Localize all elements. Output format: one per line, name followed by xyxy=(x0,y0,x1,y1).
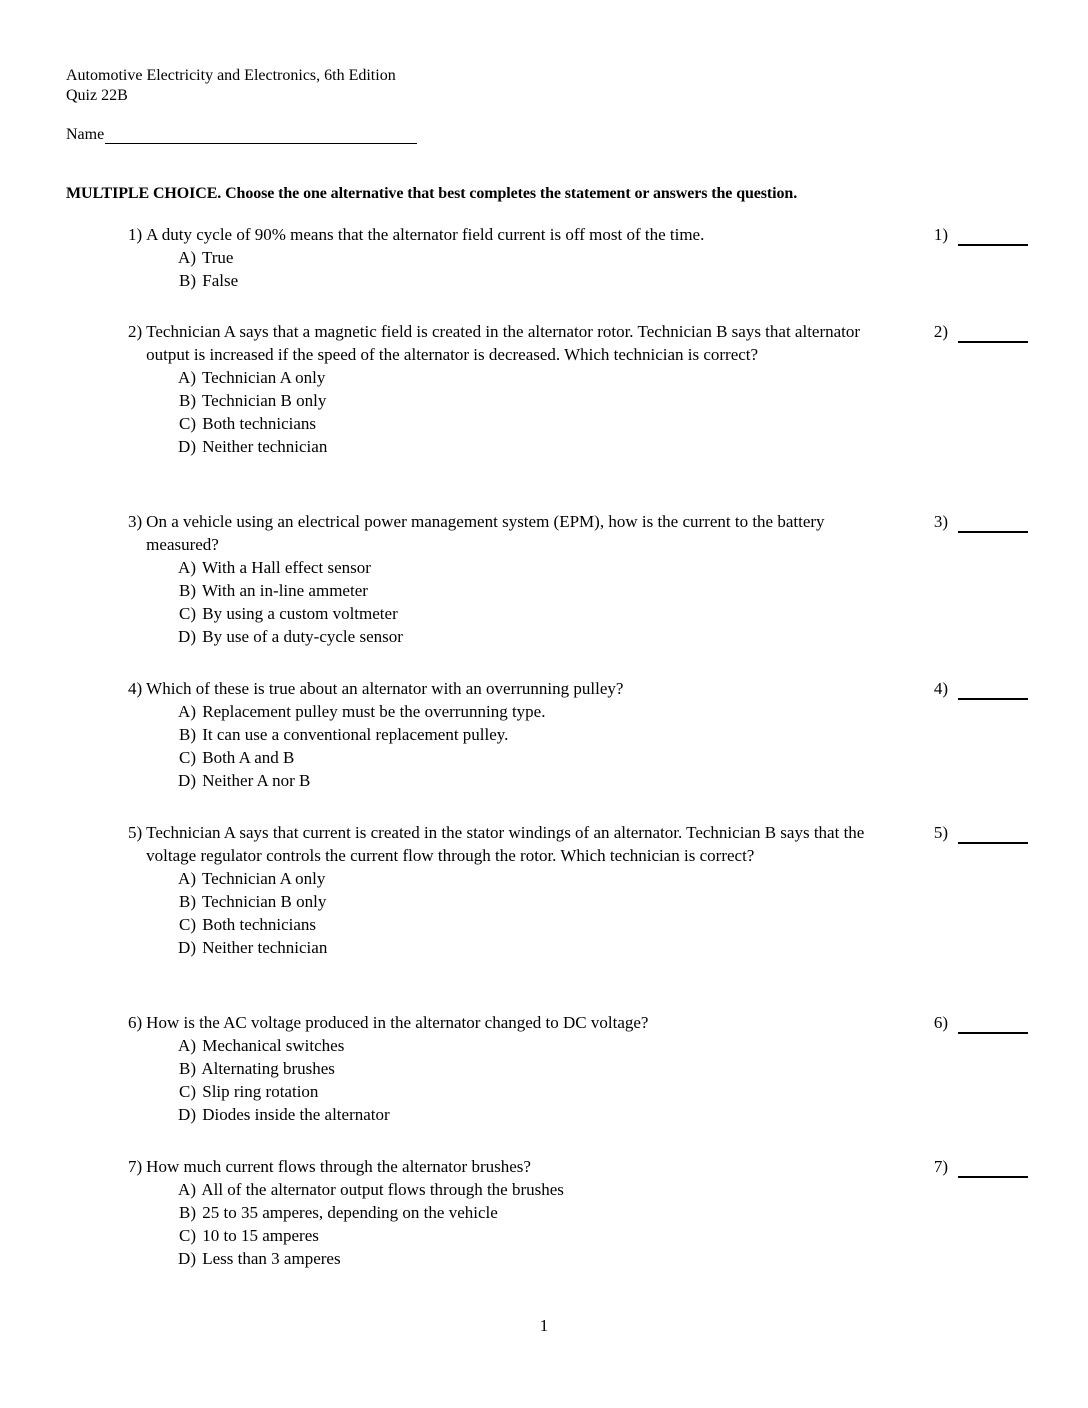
option-text: True xyxy=(201,248,234,267)
question-text: How is the AC voltage produced in the alternator changed to DC voltage? xyxy=(146,1013,649,1032)
option-letter: B) xyxy=(179,725,196,744)
option-list xyxy=(172,1034,1028,1126)
option-b[interactable] xyxy=(172,269,1028,292)
option-letter: D) xyxy=(178,1249,196,1268)
question-text: Technician A says that a magnetic field is created in the alternator rotor. Technician B says that alternator output is increased if the speed of the alternator is decreased. Which technician is correct? xyxy=(146,322,861,364)
option-text: Technician B only xyxy=(201,892,327,911)
option-d[interactable] xyxy=(172,1247,1028,1270)
option-a[interactable] xyxy=(172,700,1028,723)
answer-blank[interactable] xyxy=(958,1162,1028,1178)
option-d[interactable] xyxy=(172,769,1028,792)
option-c[interactable] xyxy=(172,1080,1028,1103)
option-letter: C) xyxy=(179,748,196,767)
answer-number: 7) xyxy=(933,1157,948,1176)
question-5 xyxy=(128,821,1028,959)
answer-number: 1) xyxy=(933,225,948,244)
option-letter: C) xyxy=(179,414,196,433)
answer-slot xyxy=(928,677,1028,700)
option-letter: D) xyxy=(178,1105,196,1124)
section-instructions: MULTIPLE CHOICE. Choose the one alternative that best completes the statement or answers the question. xyxy=(66,185,798,202)
answer-number: 3) xyxy=(933,512,948,531)
answer-blank[interactable] xyxy=(958,1018,1028,1034)
question-stem xyxy=(128,510,873,556)
option-text: Neither technician xyxy=(202,437,328,456)
question-number: 3) xyxy=(128,512,143,531)
option-a[interactable] xyxy=(172,867,1028,890)
question-7 xyxy=(128,1155,1028,1270)
question-text: How much current flows through the alternator brushes? xyxy=(146,1157,531,1176)
answer-number: 6) xyxy=(933,1013,948,1032)
option-d[interactable] xyxy=(172,625,1028,648)
option-letter: B) xyxy=(179,1059,196,1078)
question-4 xyxy=(128,677,1028,792)
option-b[interactable] xyxy=(172,723,1028,746)
option-text: Both A and B xyxy=(202,748,295,767)
option-text: With an in-line ammeter xyxy=(201,581,368,600)
option-d[interactable] xyxy=(172,1103,1028,1126)
option-letter: A) xyxy=(178,1036,196,1055)
option-a[interactable] xyxy=(172,246,1028,269)
option-letter: A) xyxy=(178,558,196,577)
answer-number: 5) xyxy=(933,823,948,842)
document-header xyxy=(66,66,396,106)
option-letter: C) xyxy=(179,604,196,623)
question-stem xyxy=(128,223,873,246)
option-letter: D) xyxy=(178,437,196,456)
option-d[interactable] xyxy=(172,435,1028,458)
option-text: Neither A nor B xyxy=(202,771,311,790)
question-stem xyxy=(128,677,873,700)
option-letter: C) xyxy=(179,915,196,934)
option-text: Replacement pulley must be the overrunning type. xyxy=(202,702,546,721)
option-text: Alternating brushes xyxy=(201,1059,335,1078)
name-input-line[interactable] xyxy=(105,125,417,144)
option-letter: A) xyxy=(178,869,196,888)
option-a[interactable] xyxy=(172,1178,1028,1201)
name-field-row xyxy=(66,125,417,144)
option-c[interactable] xyxy=(172,746,1028,769)
question-number: 1) xyxy=(128,225,143,244)
page-number: 1 xyxy=(539,1316,549,1335)
question-number: 6) xyxy=(128,1013,143,1032)
option-letter: D) xyxy=(178,627,196,646)
question-text: A duty cycle of 90% means that the alternator field current is off most of the time. xyxy=(146,225,705,244)
option-b[interactable] xyxy=(172,1057,1028,1080)
option-a[interactable] xyxy=(172,366,1028,389)
answer-slot xyxy=(928,1011,1028,1034)
option-letter: B) xyxy=(179,391,196,410)
option-text: Neither technician xyxy=(202,938,328,957)
answer-blank[interactable] xyxy=(958,684,1028,700)
name-label: Name xyxy=(66,126,105,143)
question-stem xyxy=(128,1155,873,1178)
option-text: Technician A only xyxy=(201,368,326,387)
question-number: 7) xyxy=(128,1157,143,1176)
question-1 xyxy=(128,223,1028,292)
option-list xyxy=(172,867,1028,959)
option-list xyxy=(172,366,1028,458)
option-c[interactable] xyxy=(172,412,1028,435)
answer-slot xyxy=(928,821,1028,844)
question-2 xyxy=(128,320,1028,458)
option-text: Technician B only xyxy=(201,391,327,410)
answer-slot xyxy=(928,1155,1028,1178)
option-letter: D) xyxy=(178,938,196,957)
option-letter: A) xyxy=(178,368,196,387)
option-text: 25 to 35 amperes, depending on the vehicle xyxy=(202,1203,498,1222)
option-text: It can use a conventional replacement pulley. xyxy=(202,725,509,744)
answer-slot xyxy=(928,510,1028,533)
question-number: 4) xyxy=(128,679,143,698)
option-letter: C) xyxy=(179,1226,196,1245)
option-c[interactable] xyxy=(172,602,1028,625)
option-d[interactable] xyxy=(172,936,1028,959)
option-b[interactable] xyxy=(172,389,1028,412)
answer-slot xyxy=(928,223,1028,246)
answer-blank[interactable] xyxy=(958,230,1028,246)
question-number: 2) xyxy=(128,322,143,341)
option-letter: C) xyxy=(179,1082,196,1101)
question-stem xyxy=(128,320,873,366)
answer-blank[interactable] xyxy=(958,327,1028,343)
option-b[interactable] xyxy=(172,579,1028,602)
option-text: With a Hall effect sensor xyxy=(201,558,371,577)
option-text: Slip ring rotation xyxy=(202,1082,319,1101)
option-text: Less than 3 amperes xyxy=(202,1249,341,1268)
question-stem xyxy=(128,821,873,867)
question-6 xyxy=(128,1011,1028,1126)
option-list xyxy=(172,556,1028,648)
option-c[interactable] xyxy=(172,913,1028,936)
course-title: Automotive Electricity and Electronics, 6th Edition xyxy=(66,67,396,84)
question-number: 5) xyxy=(128,823,143,842)
question-3 xyxy=(128,510,1028,648)
option-text: Mechanical switches xyxy=(202,1036,345,1055)
option-c[interactable] xyxy=(172,1224,1028,1247)
option-b[interactable] xyxy=(172,1201,1028,1224)
question-text: On a vehicle using an electrical power management system (EPM), how is the current to the battery measured? xyxy=(146,512,825,554)
option-text: By using a custom voltmeter xyxy=(202,604,398,623)
option-text: False xyxy=(202,271,239,290)
option-letter: B) xyxy=(179,271,196,290)
answer-slot xyxy=(928,320,1028,343)
option-letter: B) xyxy=(179,581,196,600)
option-list xyxy=(172,700,1028,792)
option-text: All of the alternator output flows through the brushes xyxy=(201,1180,564,1199)
answer-blank[interactable] xyxy=(958,828,1028,844)
answer-number: 2) xyxy=(933,322,948,341)
question-text: Which of these is true about an alternator with an overrunning pulley? xyxy=(146,679,624,698)
question-stem xyxy=(128,1011,873,1034)
option-letter: B) xyxy=(179,892,196,911)
option-letter: A) xyxy=(178,1180,196,1199)
quiz-title: Quiz 22B xyxy=(66,87,128,104)
answer-number: 4) xyxy=(933,679,948,698)
question-text: Technician A says that current is created in the stator windings of an alternator. Technician B says that the voltage regulator controls the current flow through the rotor. Which technician is correct? xyxy=(146,823,865,865)
option-letter: A) xyxy=(178,248,196,267)
option-letter: A) xyxy=(178,702,196,721)
option-text: 10 to 15 amperes xyxy=(202,1226,319,1245)
option-b[interactable] xyxy=(172,890,1028,913)
option-text: Both technicians xyxy=(202,414,317,433)
option-a[interactable] xyxy=(172,1034,1028,1057)
answer-blank[interactable] xyxy=(958,517,1028,533)
option-list xyxy=(172,246,1028,292)
option-text: By use of a duty-cycle sensor xyxy=(202,627,403,646)
option-text: Diodes inside the alternator xyxy=(202,1105,390,1124)
option-list xyxy=(172,1178,1028,1270)
option-letter: D) xyxy=(178,771,196,790)
option-a[interactable] xyxy=(172,556,1028,579)
option-text: Both technicians xyxy=(202,915,317,934)
option-text: Technician A only xyxy=(201,869,326,888)
option-letter: B) xyxy=(179,1203,196,1222)
